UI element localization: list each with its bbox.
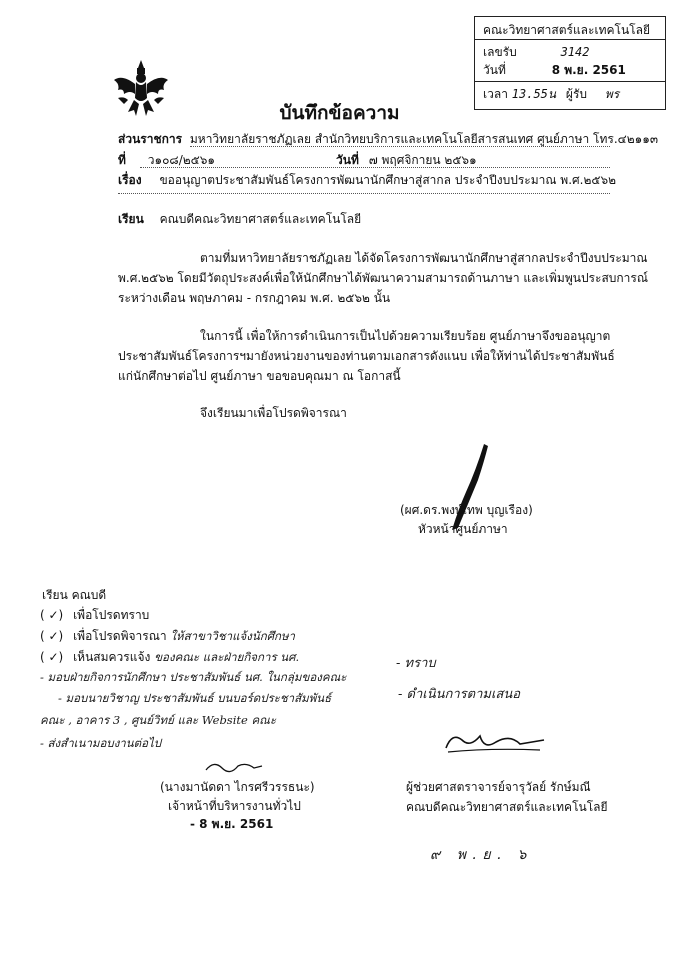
stamp-date-label: วันที่ [483,63,506,77]
para1-line1: ตามที่มหาวิทยาลัยราชภัฏเลย ได้จัดโครงการพัฒนานักศึกษาสู่สากลประจำปีงบประมาณ [200,251,648,265]
signer-name: (ผศ.ดร.พงษ์เทพ บุญเรือง) [400,503,533,517]
para1-line2: พ.ศ.๒๕๖๒ โดยมีวัตถุประสงค์เพื่อให้นักศึกษาได้พัฒนาความสามารถด้านภาษา และเพิ่มพูนประสบการณ์ [118,271,648,285]
routing-option-2: ( ✓) เพื่อโปรดพิจารณา ให้สาขาวิชาแจ้งนักศึกษา [40,629,296,643]
routing-option-3: ( ✓) เห็นสมควรแจ้ง ของคณะ และฝ่ายกิจการ นศ. [40,650,300,664]
subject-row [118,171,616,190]
hand-line-4: - ส่งสำเนามอบงานต่อไป [40,736,162,750]
receipt-stamp [474,16,666,110]
hand-line-2: - มอบนายวิชาญ ประชาสัมพันธ์ บนบอร์ดประชาสัมพันธ์ [58,691,332,705]
date-label: วันที่ [336,153,359,167]
staff-signature-icon [204,756,264,776]
ref-value: ว๑๐๘/๒๕๖๑ [147,153,215,167]
signer-title: หัวหน้าศูนย์ภาษา [418,522,508,536]
staff-name: (นางมานัดดา ไกรศรีวรรธนะ) [160,780,315,794]
hand-line-3: คณะ , อาคาร 3 , ศูนย์วิทย์ และ Website คณะ [40,713,277,727]
para1-line3: ระหว่างเดือน พฤษภาคม - กรกฎาคม พ.ศ. ๒๕๖๒ นั้น [118,291,391,305]
stamp-receiver-value: พร [604,87,620,101]
para2-line3: แก่นักศึกษาต่อไป ศูนย์ภาษา ขอขอบคุณมา ณ โอกาสนี้ [118,369,401,383]
ref-label: ที่ [118,153,126,167]
stamp-time-value: 13.55น [511,87,557,101]
stamp-reg-label: เลขรับ [483,45,517,59]
para2-line1: ในการนี้ เพื่อให้การดำเนินการเป็นไปด้วยความเรียบร้อย ศูนย์ภาษาจึงขออนุญาต [200,329,611,343]
dean-note-1: - ทราบ [396,656,436,671]
memo-title: บันทึกข้อความ [279,102,400,124]
para2-line2: ประชาสัมพันธ์โครงการฯมายังหน่วยงานของท่านตามเอกสารดังแนบ เพื่อให้ท่านได้ประชาสัมพันธ์ [118,349,615,363]
agency-value: มหาวิทยาลัยราชภัฏเลย สำนักวิทยบริการและเทคโนโลยีสารสนเทศ ศูนย์ภาษา โทร.๔๒๑๑๓ [189,132,659,146]
dean-note-2: - ดำเนินการตามเสนอ [398,687,521,702]
staff-title: เจ้าหน้าที่บริหารงานทั่วไป [168,799,301,813]
to-value: คณบดีคณะวิทยาศาสตร์และเทคโนโลยี [159,212,362,226]
date-value: ๗ พฤศจิกายน ๒๕๖๑ [368,153,477,167]
checkmark-icon: ( ✓) [40,629,64,643]
hand-line-1: - มอบฝ่ายกิจการนักศึกษา ประชาสัมพันธ์ นศ. ในกลุ่มของคณะ [40,670,347,684]
stamp-receiver-label: ผู้รับ [565,87,588,101]
agency-label: ส่วนราชการ [118,132,183,146]
subject-label: เรื่อง [118,173,142,187]
subject-value: ขออนุญาตประชาสัมพันธ์โครงการพัฒนานักศึกษาสู่สากล ประจำปีงบประมาณ พ.ศ.๒๕๖๒ [159,173,616,187]
to-label: เรียน [118,212,144,226]
routing-option-3-note: ของคณะ และฝ่ายกิจการ นศ. [154,650,300,664]
checkmark-icon: ( ✓) [40,650,64,664]
stamp-faculty: คณะวิทยาศาสตร์และเทคโนโลยี [483,23,650,37]
dean-title: คณบดีคณะวิทยาศาสตร์และเทคโนโลยี [406,800,608,814]
staff-date: - 8 พ.ย. 2561 [190,817,274,831]
routing-to: เรียน คณบดี [42,588,107,602]
stamp-time-label: เวลา [483,87,508,101]
stamp-reg-value: 3142 [560,45,590,59]
dean-name: ผู้ช่วยศาสตราจารย์จารุวัลย์ รักษ์มณี [406,780,591,794]
routing-option-2-note: ให้สาขาวิชาแจ้งนักศึกษา [170,629,296,643]
dean-signature-icon [440,726,550,762]
to-row [118,210,361,229]
routing-option-1: ( ✓) เพื่อโปรดทราบ [40,608,150,622]
checkmark-icon: ( ✓) [40,608,64,622]
stamp-date-value: 8 พ.ย. 2561 [551,63,626,77]
closing-text: จึงเรียนมาเพื่อโปรดพิจารณา [200,406,347,420]
dean-date: ๙ พ.ย. ๖ [430,847,533,863]
